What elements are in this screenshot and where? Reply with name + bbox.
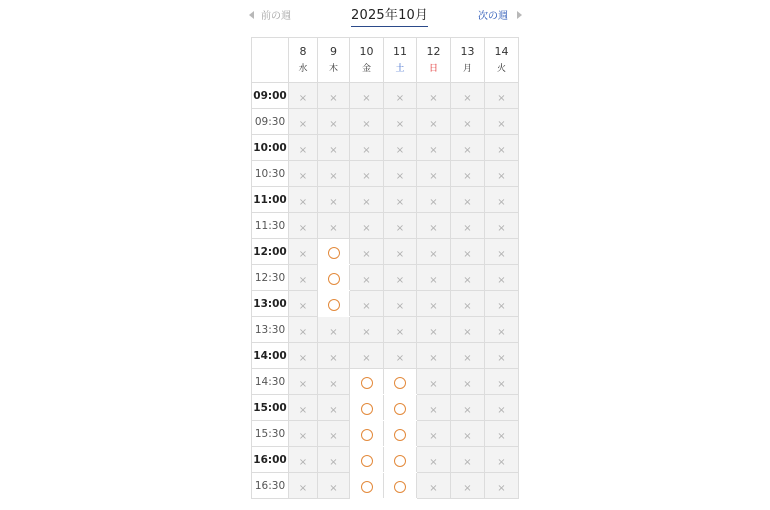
unavailable-slot [350, 343, 384, 369]
cross-unavailable-icon: × [463, 457, 472, 468]
cross-unavailable-icon: × [497, 379, 506, 390]
cross-unavailable-icon: × [362, 223, 371, 234]
time-label: 15:30 [252, 421, 289, 447]
time-slot-row [252, 265, 519, 291]
cross-unavailable-icon: × [497, 171, 506, 182]
cross-unavailable-icon: × [429, 379, 438, 390]
unavailable-slot [485, 83, 519, 109]
cross-unavailable-icon: × [298, 171, 308, 182]
unavailable-slot [289, 291, 318, 317]
time-slot-row [252, 213, 519, 239]
unavailable-slot [318, 109, 350, 135]
day-of-week: 火 [496, 63, 506, 74]
time-label: 16:00 [252, 447, 289, 473]
unavailable-slot [451, 213, 485, 239]
day-number: 13 [460, 44, 475, 58]
unavailable-slot [451, 109, 485, 135]
circle-available-icon [328, 247, 340, 259]
cross-unavailable-icon: × [395, 223, 405, 234]
unavailable-slot [485, 369, 519, 395]
unavailable-slot [318, 161, 350, 187]
unavailable-slot [417, 109, 451, 135]
unavailable-slot [318, 83, 350, 109]
day-number: 12 [426, 44, 441, 58]
cross-unavailable-icon: × [497, 145, 506, 156]
cross-unavailable-icon: × [463, 353, 472, 364]
unavailable-slot [451, 83, 485, 109]
cross-unavailable-icon: × [429, 405, 438, 416]
unavailable-slot [485, 395, 519, 421]
schedule-body [252, 83, 519, 499]
circle-available-icon [361, 429, 373, 441]
cross-unavailable-icon: × [497, 457, 506, 468]
unavailable-slot [451, 343, 485, 369]
time-label: 12:00 [252, 239, 289, 265]
time-slot-row [252, 343, 519, 369]
cross-unavailable-icon: × [429, 327, 438, 338]
cross-unavailable-icon: × [362, 145, 371, 156]
cross-unavailable-icon: × [463, 301, 472, 312]
unavailable-slot [318, 395, 350, 421]
time-label: 10:30 [252, 161, 289, 187]
cross-unavailable-icon: × [298, 379, 308, 390]
cross-unavailable-icon: × [463, 431, 472, 442]
day-number: 9 [330, 44, 337, 58]
cross-unavailable-icon: × [429, 223, 438, 234]
unavailable-slot [417, 473, 451, 499]
arrow-right-icon [517, 11, 522, 19]
unavailable-slot [289, 447, 318, 473]
cross-unavailable-icon: × [362, 275, 371, 286]
cross-unavailable-icon: × [497, 301, 506, 312]
cross-unavailable-icon: × [395, 119, 405, 130]
cross-unavailable-icon: × [329, 145, 338, 156]
next-week-link[interactable] [478, 7, 522, 22]
cross-unavailable-icon: × [362, 197, 371, 208]
circle-available-icon [394, 481, 406, 493]
unavailable-slot [384, 239, 417, 265]
unavailable-slot [318, 213, 350, 239]
cross-unavailable-icon: × [463, 405, 472, 416]
cross-unavailable-icon: × [362, 249, 371, 260]
unavailable-slot [485, 291, 519, 317]
circle-available-icon [328, 299, 340, 311]
cross-unavailable-icon: × [298, 119, 308, 130]
cross-unavailable-icon: × [362, 119, 371, 130]
unavailable-slot [318, 343, 350, 369]
cross-unavailable-icon: × [429, 119, 438, 130]
unavailable-slot [485, 239, 519, 265]
cross-unavailable-icon: × [329, 353, 338, 364]
unavailable-slot [417, 421, 451, 447]
cross-unavailable-icon: × [429, 431, 438, 442]
cross-unavailable-icon: × [497, 249, 506, 260]
cross-unavailable-icon: × [395, 327, 405, 338]
unavailable-slot [485, 421, 519, 447]
day-header [350, 38, 384, 83]
day-header [384, 38, 417, 83]
cross-unavailable-icon: × [329, 405, 338, 416]
cross-unavailable-icon: × [362, 327, 371, 338]
unavailable-slot [318, 317, 350, 343]
time-slot-row [252, 239, 519, 265]
time-slot-row [252, 473, 519, 499]
unavailable-slot [417, 265, 451, 291]
unavailable-slot [417, 135, 451, 161]
cross-unavailable-icon: × [395, 145, 405, 156]
cross-unavailable-icon: × [329, 223, 338, 234]
unavailable-slot [289, 395, 318, 421]
unavailable-slot [417, 317, 451, 343]
cross-unavailable-icon: × [395, 249, 405, 260]
unavailable-slot [384, 83, 417, 109]
next-week-label: 次の週 [478, 11, 508, 22]
cross-unavailable-icon: × [329, 171, 338, 182]
circle-available-icon [394, 377, 406, 389]
cross-unavailable-icon: × [463, 379, 472, 390]
cross-unavailable-icon: × [497, 275, 506, 286]
unavailable-slot [417, 213, 451, 239]
unavailable-slot [384, 187, 417, 213]
cross-unavailable-icon: × [298, 249, 308, 260]
prev-week-label: 前の週 [261, 11, 291, 22]
time-slot-row [252, 187, 519, 213]
available-slot[interactable] [318, 239, 350, 265]
unavailable-slot [350, 213, 384, 239]
unavailable-slot [350, 161, 384, 187]
time-label: 14:30 [252, 369, 289, 395]
day-number: 11 [393, 44, 407, 58]
cross-unavailable-icon: × [329, 197, 338, 208]
unavailable-slot [384, 135, 417, 161]
unavailable-slot [384, 213, 417, 239]
unavailable-slot [451, 421, 485, 447]
unavailable-slot [289, 161, 318, 187]
cross-unavailable-icon: × [463, 93, 472, 104]
cross-unavailable-icon: × [329, 327, 338, 338]
time-slot-row [252, 291, 519, 317]
unavailable-slot [417, 395, 451, 421]
unavailable-slot [350, 265, 384, 291]
cross-unavailable-icon: × [497, 353, 506, 364]
cross-unavailable-icon: × [298, 93, 308, 104]
cross-unavailable-icon: × [298, 223, 308, 234]
time-label: 16:30 [252, 473, 289, 499]
cross-unavailable-icon: × [395, 93, 405, 104]
cross-unavailable-icon: × [463, 249, 472, 260]
available-slot[interactable] [318, 265, 350, 291]
time-slot-row [252, 395, 519, 421]
day-of-week: 日 [428, 63, 438, 74]
cross-unavailable-icon: × [429, 93, 438, 104]
cross-unavailable-icon: × [429, 171, 438, 182]
unavailable-slot [289, 213, 318, 239]
circle-available-icon [361, 455, 373, 467]
unavailable-slot [289, 109, 318, 135]
available-slot[interactable] [350, 395, 384, 421]
day-header [289, 38, 318, 83]
cross-unavailable-icon: × [497, 93, 506, 104]
day-header [318, 38, 350, 83]
unavailable-slot [485, 447, 519, 473]
unavailable-slot [451, 473, 485, 499]
cross-unavailable-icon: × [497, 223, 506, 234]
unavailable-slot [485, 317, 519, 343]
cross-unavailable-icon: × [298, 431, 308, 442]
cross-unavailable-icon: × [298, 327, 308, 338]
unavailable-slot [289, 83, 318, 109]
time-label: 15:00 [252, 395, 289, 421]
unavailable-slot [318, 473, 350, 499]
prev-week-link[interactable] [249, 7, 291, 22]
cross-unavailable-icon: × [329, 93, 338, 104]
time-label: 10:00 [252, 135, 289, 161]
unavailable-slot [350, 239, 384, 265]
unavailable-slot [451, 265, 485, 291]
unavailable-slot [318, 421, 350, 447]
time-slot-row [252, 369, 519, 395]
cross-unavailable-icon: × [497, 197, 506, 208]
available-slot[interactable] [350, 369, 384, 395]
unavailable-slot [384, 317, 417, 343]
unavailable-slot [289, 187, 318, 213]
schedule-table [251, 37, 519, 499]
time-slot-row [252, 447, 519, 473]
cross-unavailable-icon: × [395, 275, 405, 286]
time-label: 11:30 [252, 213, 289, 239]
unavailable-slot [485, 135, 519, 161]
cross-unavailable-icon: × [298, 353, 308, 364]
available-slot[interactable] [350, 473, 384, 499]
day-header-row [252, 38, 519, 83]
circle-available-icon [394, 455, 406, 467]
circle-available-icon [394, 429, 406, 441]
available-slot[interactable] [384, 447, 417, 473]
cross-unavailable-icon: × [497, 483, 506, 494]
unavailable-slot [318, 135, 350, 161]
available-slot[interactable] [350, 421, 384, 447]
day-of-week: 水 [298, 63, 308, 74]
cross-unavailable-icon: × [298, 457, 308, 468]
cross-unavailable-icon: × [497, 431, 506, 442]
unavailable-slot [289, 473, 318, 499]
time-label: 13:00 [252, 291, 289, 317]
cross-unavailable-icon: × [362, 171, 371, 182]
unavailable-slot [289, 239, 318, 265]
cross-unavailable-icon: × [298, 405, 308, 416]
cross-unavailable-icon: × [463, 145, 472, 156]
time-slot-row [252, 83, 519, 109]
cross-unavailable-icon: × [463, 327, 472, 338]
cross-unavailable-icon: × [329, 483, 338, 494]
cross-unavailable-icon: × [298, 275, 308, 286]
unavailable-slot [451, 135, 485, 161]
day-header [485, 38, 519, 83]
day-header [417, 38, 451, 83]
arrow-left-icon [249, 11, 254, 19]
unavailable-slot [384, 109, 417, 135]
cross-unavailable-icon: × [362, 93, 371, 104]
day-number: 10 [359, 44, 374, 58]
unavailable-slot [289, 317, 318, 343]
time-label: 11:00 [252, 187, 289, 213]
cross-unavailable-icon: × [429, 145, 438, 156]
unavailable-slot [289, 421, 318, 447]
day-header [451, 38, 485, 83]
available-slot[interactable] [384, 395, 417, 421]
day-of-week: 木 [328, 63, 338, 74]
time-label: 13:30 [252, 317, 289, 343]
time-label: 09:00 [252, 83, 289, 109]
unavailable-slot [417, 187, 451, 213]
unavailable-slot [485, 109, 519, 135]
day-of-week: 月 [462, 63, 472, 74]
cross-unavailable-icon: × [298, 483, 308, 494]
time-slot-row [252, 109, 519, 135]
available-slot[interactable] [318, 291, 350, 317]
cross-unavailable-icon: × [497, 119, 506, 130]
unavailable-slot [318, 447, 350, 473]
time-slot-row [252, 421, 519, 447]
cross-unavailable-icon: × [497, 327, 506, 338]
time-slot-row [252, 135, 519, 161]
unavailable-slot [417, 291, 451, 317]
unavailable-slot [485, 161, 519, 187]
cross-unavailable-icon: × [329, 457, 338, 468]
cross-unavailable-icon: × [298, 145, 308, 156]
unavailable-slot [485, 265, 519, 291]
time-label: 14:00 [252, 343, 289, 369]
unavailable-slot [417, 161, 451, 187]
unavailable-slot [384, 161, 417, 187]
cross-unavailable-icon: × [329, 431, 338, 442]
time-slot-row [252, 317, 519, 343]
cross-unavailable-icon: × [429, 353, 438, 364]
unavailable-slot [384, 291, 417, 317]
day-of-week: 土 [395, 63, 405, 74]
cross-unavailable-icon: × [429, 301, 438, 312]
cross-unavailable-icon: × [463, 223, 472, 234]
unavailable-slot [451, 187, 485, 213]
cross-unavailable-icon: × [395, 301, 405, 312]
unavailable-slot [350, 83, 384, 109]
circle-available-icon [394, 403, 406, 415]
unavailable-slot [485, 187, 519, 213]
unavailable-slot [451, 239, 485, 265]
unavailable-slot [289, 343, 318, 369]
cross-unavailable-icon: × [362, 301, 371, 312]
unavailable-slot [417, 83, 451, 109]
unavailable-slot [417, 447, 451, 473]
unavailable-slot [451, 447, 485, 473]
time-label: 09:30 [252, 109, 289, 135]
unavailable-slot [350, 291, 384, 317]
unavailable-slot [289, 265, 318, 291]
unavailable-slot [417, 239, 451, 265]
unavailable-slot [350, 187, 384, 213]
cross-unavailable-icon: × [395, 197, 405, 208]
cross-unavailable-icon: × [329, 379, 338, 390]
circle-available-icon [361, 403, 373, 415]
available-slot[interactable] [350, 447, 384, 473]
circle-available-icon [361, 481, 373, 493]
cross-unavailable-icon: × [463, 483, 472, 494]
cross-unavailable-icon: × [429, 249, 438, 260]
cross-unavailable-icon: × [298, 301, 308, 312]
unavailable-slot [451, 161, 485, 187]
unavailable-slot [485, 213, 519, 239]
circle-available-icon [361, 377, 373, 389]
cross-unavailable-icon: × [429, 457, 438, 468]
available-slot[interactable] [384, 421, 417, 447]
month-title: 2025年10月 [351, 4, 428, 27]
unavailable-slot [485, 343, 519, 369]
unavailable-slot [350, 135, 384, 161]
cross-unavailable-icon: × [429, 197, 438, 208]
unavailable-slot [451, 291, 485, 317]
day-of-week: 金 [361, 63, 371, 74]
unavailable-slot [384, 265, 417, 291]
day-number: 8 [299, 44, 307, 58]
time-slot-row [252, 161, 519, 187]
unavailable-slot [384, 343, 417, 369]
week-navigation [0, 0, 770, 36]
cross-unavailable-icon: × [429, 275, 438, 286]
unavailable-slot [451, 369, 485, 395]
time-label: 12:30 [252, 265, 289, 291]
cross-unavailable-icon: × [463, 119, 472, 130]
unavailable-slot [318, 187, 350, 213]
day-number: 14 [494, 44, 509, 58]
cross-unavailable-icon: × [497, 405, 506, 416]
cross-unavailable-icon: × [463, 171, 472, 182]
unavailable-slot [417, 369, 451, 395]
unavailable-slot [289, 135, 318, 161]
cross-unavailable-icon: × [298, 197, 308, 208]
unavailable-slot [289, 369, 318, 395]
cross-unavailable-icon: × [429, 483, 438, 494]
unavailable-slot [350, 317, 384, 343]
cross-unavailable-icon: × [463, 197, 472, 208]
cross-unavailable-icon: × [395, 353, 405, 364]
corner-cell [252, 38, 289, 83]
unavailable-slot [417, 343, 451, 369]
unavailable-slot [451, 395, 485, 421]
circle-available-icon [328, 273, 340, 285]
cross-unavailable-icon: × [329, 119, 338, 130]
unavailable-slot [451, 317, 485, 343]
cross-unavailable-icon: × [463, 275, 472, 286]
unavailable-slot [318, 369, 350, 395]
available-slot[interactable] [384, 473, 417, 499]
unavailable-slot [350, 109, 384, 135]
unavailable-slot [485, 473, 519, 499]
cross-unavailable-icon: × [395, 171, 405, 182]
cross-unavailable-icon: × [362, 353, 371, 364]
available-slot[interactable] [384, 369, 417, 395]
